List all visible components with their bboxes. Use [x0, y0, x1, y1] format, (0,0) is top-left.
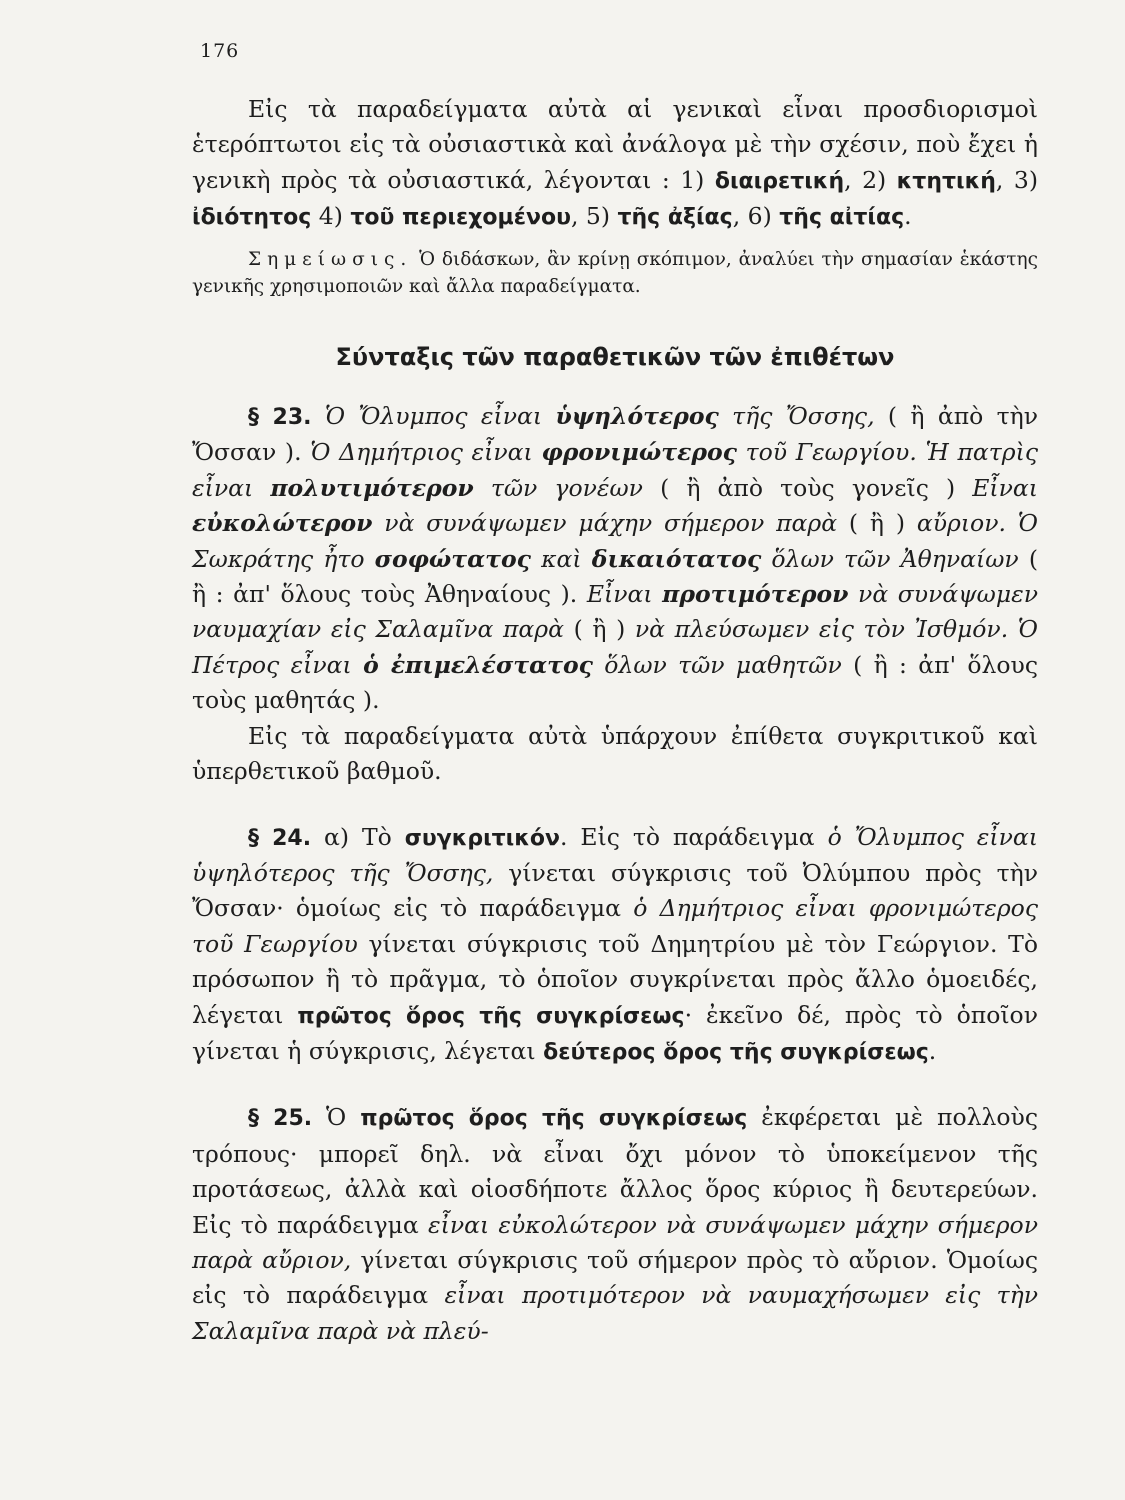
section-24: § 24. α) Τὸ συγκριτικόν. Εἰς τὸ παράδειγμα ὁ Ὄλυμπος εἶναι ὑψηλότερος τῆς Ὄσσης, γίνεται σύγκρισις τοῦ Ὀλύμπου πρὸς τὴν Ὄσσαν· ὁμοίως εἰς τὸ παράδειγμα ὁ Δημήτριος εἶναι φρονιμώτερος τοῦ Γεωργίου γίνεται σύγκρισις τοῦ Δημητρίου μὲ τὸν Γεώργιον. Τὸ πρόσωπον ἢ τὸ πρᾶγμα, τὸ ὁποῖον συγκρίνεται πρὸς ἄλλο ὁμοειδές, λέγεται πρῶτος ὅρος τῆς συγκρίσεως· ἐκεῖνο δέ, πρὸς τὸ ὁποῖον γίνεται ἡ σύγκρισις, λέγεται δεύτερος ὅρος τῆς συγκρίσεως. [192, 822, 1038, 1065]
paragraph-degrees: Εἰς τὰ παραδείγματα αὐτὰ ὑπάρχουν ἐπίθετα συγκριτικοῦ καὶ ὑπερθετικοῦ βαθμοῦ. [192, 721, 1038, 786]
page-body [192, 92, 1038, 1349]
paragraph-genitive-types: Εἰς τὰ παραδείγματα αὐτὰ αἱ γενικαὶ εἶναι προσδιορισμοὶ ἑτερόπτωτοι εἰς τὰ οὐσιαστικὰ καὶ ἀνάλογα μὲ τὴν σχέσιν, ποὺ ἔχει ἡ γενικὴ πρὸς τὰ οὐσιαστικά, λέγονται : 1) διαιρετική, 2) κτητική, 3) ἰδιότητος 4) τοῦ περιεχομένου, 5) τῆς ἀξίας, 6) τῆς αἰτίας. [192, 95, 1038, 231]
section-number: § 25. [248, 1106, 313, 1132]
page-number: 176 [200, 40, 240, 62]
section-number: § 24. [248, 825, 312, 851]
section-23: § 23. Ὁ Ὄλυμπος εἶναι ὑψηλότερος τῆς Ὄσσης, ( ἢ ἀπὸ τὴν Ὄσσαν ). Ὁ Δημήτριος εἶναι φρονιμώτερος τοῦ Γεωργίου. Ἡ πατρὶς εἶναι πολυτιμότερον τῶν γονέων ( ἢ ἀπὸ τοὺς γονεῖς ) Εἶναι εὐκολώτερον νὰ συνάψωμεν μάχην σήμερον παρὰ ( ἢ ) αὔριον. Ὁ Σωκράτης ἦτο σοφώτατος καὶ δικαιότατος ὅλων τῶν Ἀθηναίων ( ἢ : ἀπ' ὅλους τοὺς Ἀθηναίους ). Εἶναι προτιμότερον νὰ συνάψωμεν ναυμαχίαν εἰς Σαλαμῖνα παρὰ ( ἢ ) νὰ πλεύσωμεν εἰς τὸν Ἰσθμόν. Ὁ Πέτρος εἶναι ὁ ἐπιμελέστατος ὅλων τῶν μαθητῶν ( ἢ : ἀπ' ὅλους τοὺς μαθητάς ). [192, 402, 1039, 715]
section-number: § 23. [248, 405, 312, 431]
section-25: § 25. Ὁ πρῶτος ὅρος τῆς συγκρίσεως ἐκφέρεται μὲ πολλοὺς τρόπους· μπορεῖ δηλ. νὰ εἶναι ὄχι μόνον τὸ ὑποκείμενον τῆς προτάσεως, ἀλλὰ καὶ οἱοσδήποτε ἄλλος ὅρος κύριος ἢ δευτερεύων. Εἰς τὸ παράδειγμα εἶναι εὐκολώτερον νὰ συνάψωμεν μάχην σήμερον παρὰ αὔριον, γίνεται σύγκρισις τοῦ σήμερον πρὸς τὸ αὔριον. Ὁμοίως εἰς τὸ παράδειγμα εἶναι προτιμότερον νὰ ναυμαχήσωμεν εἰς τὴν Σαλαμῖνα παρὰ νὰ πλεύ- [192, 1103, 1038, 1345]
note-label: Σημείωσις. [248, 248, 413, 270]
section-heading: Σύνταξις τῶν παραθετικῶν τῶν ἐπιθέτων [335, 342, 895, 371]
note-paragraph: Σημείωσις. Ὁ διδάσκων, ἂν κρίνῃ σκόπιμον, ἀναλύει τὴν σημασίαν ἑκάστης γενικῆς χρησιμοποιῶν καὶ ἄλλα παραδείγματα. [192, 248, 1038, 297]
